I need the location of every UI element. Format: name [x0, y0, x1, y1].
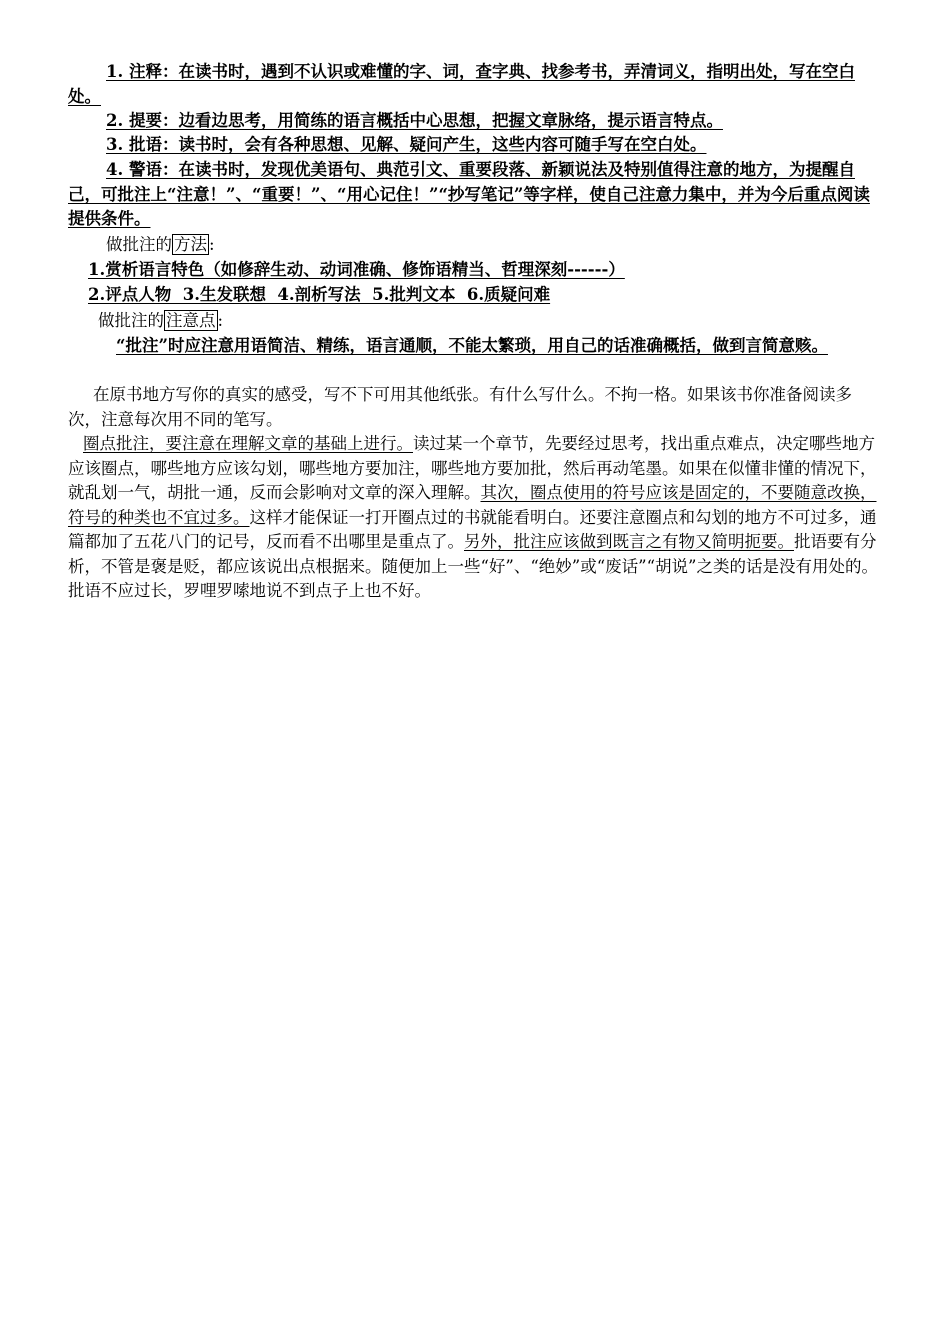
- paragraph-original-book: 在原书地方写你的真实的感受，写不下可用其他纸张。有什么写什么。不拘一格。如果该书你准备阅读多次，注意每次用不同的笔写。: [68, 385, 852, 429]
- methods-label: 方法: [174, 235, 207, 254]
- guidance-text-2: 这样才能保证一打开圈点过的书就能看明白。还要注意圈点和勾划的地方不可过多，通篇都加了五花八门的记号，反而看不出哪里是重点了。: [68, 507, 877, 551]
- notes-label: 注意点: [166, 311, 216, 330]
- methods-suffix: :: [209, 235, 215, 254]
- guidance-underlined-2: 其次，圈点使用的符号应该是固定的，不要随意改换，符号的种类也不宜过多。: [68, 483, 877, 527]
- item-annotation: 1. 注释：在读书时，遇到不认识或难懂的字、词，查字典、找参考书，弄清词义，指明出处，写在空白处。: [68, 62, 855, 106]
- item-summary: 2. 提要：边看边思考，用简练的语言概括中心思想，把握文章脉络，提示语言特点。: [106, 111, 723, 130]
- item-comment: 3. 批语：读书时，会有各种思想、见解、疑问产生，这些内容可随手写在空白处。: [106, 135, 707, 154]
- methods-heading: [68, 233, 918, 258]
- guidance-text-1: 读过某一个章节，先要经过思考，找出重点难点，决定哪些地方应该圈点，哪些地方应该勾划，哪些地方要加注，哪些地方要加批，然后再动笔墨。如果在似懂非懂的情况下，就乱划一气，胡批一通，反而会影响对文章的深入理解。: [68, 434, 877, 502]
- methods-line-1: 1.赏析语言特色（如修辞生动、动词准确、修饰语精当、哲理深刻------）: [88, 260, 625, 279]
- guidance-underlined-1: 圈点批注，要注意在理解文章的基础上进行。: [83, 434, 413, 453]
- notes-heading: [68, 309, 910, 334]
- notes-prefix: 做批注的: [98, 311, 164, 330]
- guidance-text-3: 批语要有分析，不管是褒是贬，都应该说出点根据来。随便加上一些“好”、“绝妙”或“废话”“胡说”之类的话是没有用处的。批语不应过长，罗哩罗嗦地说不到点子上也不好。: [68, 532, 878, 600]
- guidance-underlined-3: 另外，批注应该做到既言之有物又简明扼要。: [464, 532, 794, 551]
- notes-text: “批注”时应注意用语简洁、精练，语言通顺，不能太繁琐，用自己的话准确概括，做到言简意赅。: [116, 336, 828, 355]
- paragraph-annotation-guidance: [68, 432, 880, 604]
- methods-prefix: 做批注的: [106, 235, 172, 254]
- methods-line-2: 2.评点人物 3.生发联想 4.剖析写法 5.批判文本 6.质疑问难: [88, 285, 551, 304]
- notes-suffix: :: [217, 311, 224, 330]
- item-warning: 4. 警语：在读书时，发现优美语句、典范引文、重要段落、新颖说法及特别值得注意的地方，为提醒自己，可批注上“注意！”、“重要！”、“用心记住！”“抄写笔记”等字样，使自己注意力集中，并为今后重点阅读提供条件。: [68, 160, 870, 228]
